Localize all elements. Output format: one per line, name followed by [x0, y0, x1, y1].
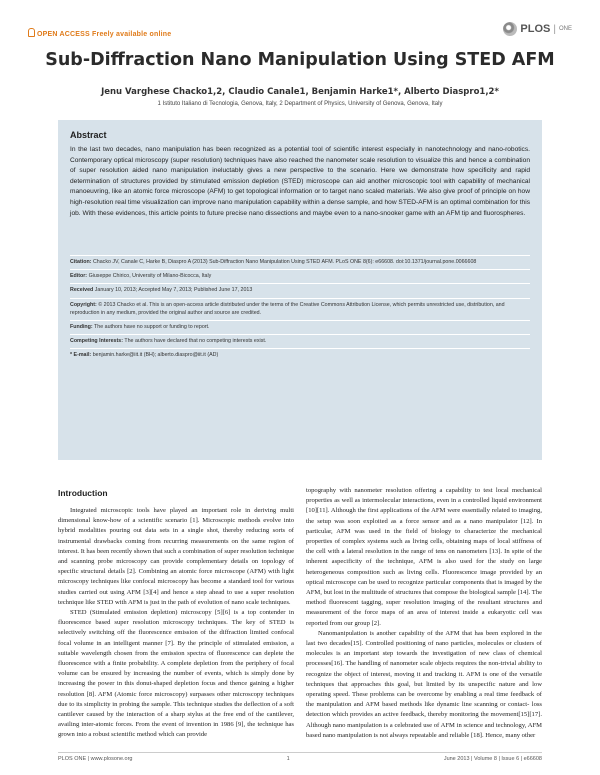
journal-logo-sub: ONE — [558, 26, 572, 32]
citation-line: Citation: Chacko JV, Canale C, Harke B, Diaspro A (2013) Sub-Diffraction Nano Manipulation Using STED AFM. PLoS ONE 8(6): e66608. doi:10.1371/journal.pone.0066608 — [70, 255, 530, 269]
body-paragraph: Integrated microscopic tools have played an important role in deriving multi dimensional know-how of a scientific scenario [1]. Microscopic methods evolve into hybrid modalities pouring out data sets in a single shot, thereby reducing sorts of instrumental drawbacks coming from recurring measurements on the same region of interest. It has been recently shown that such a combination of super resolution technique and scanning probe microscopy can provide complementary details on topology of specific structural details [2]. Combining an atomic force microscope (AFM) with light microscopy techniques like confocal microscopy has become a standard tool for various studies carried out using AFM [3][4] and hence a step ahead to use a super resolution technique like STED with AFM is just in the path of evolution of nano scale techniques. — [58, 507, 294, 606]
funding-line: Funding: The authors have no support or funding to report. — [70, 320, 530, 334]
page-number: 1 — [286, 756, 290, 762]
editor-line: Editor: Giuseppe Chirico, University of Milano-Bicocca, Italy — [70, 269, 530, 283]
copyright-line: Copyright: © 2013 Chacko et al. This is an open-access article distributed under the terms of the Creative Commons Attribution License, which permits unrestricted use, distribution, and reproduction in any medium, provided the original author and source are credited. — [70, 298, 530, 320]
plos-logo-icon — [503, 22, 517, 36]
journal-logo — [503, 22, 572, 36]
journal-logo-text: PLOS — [520, 23, 551, 35]
body-paragraph: topography with nanometer resolution offering a capability to test local mechanical properties as well as intermolecular interactions, even in a controlled liquid environment [10][11]. Although the first applications of the AFM were essentially related to imaging, the setup was soon exploited as a force sensor and as a nano manipulator [12]. In particular, AFM was used in the field of biology to characterize the mechanical properties of complex systems such as living cells, obtaining maps of local stiffness of the cell with a lateral resolution in the range of tens on nanometers [13]. In spite of the inherent aspecificity of the technique, AFM is also used for the study on large heterogeneous composition such as living cells. Fluorescence image provided by an optical microscope can be used to recognize particular components that is imaged by the AFM, but lost in the multitude of structures that compose the biological sample [14]. The method fluorescent tagging, super resolution imaging of the resultant structures and measurement of the force maps of an area of interest inside a eukaryotic cell was reported from our group [2]. — [306, 487, 542, 627]
competing-interests-line: Competing Interests: The authors have declared that no competing interests exist. — [70, 334, 530, 348]
dates-line: Received January 10, 2013; Accepted May 7, 2013; Published June 17, 2013 — [70, 283, 530, 297]
open-access-label: OPEN ACCESS Freely available online — [37, 31, 172, 38]
open-access-banner — [28, 28, 171, 38]
footer-journal: PLOS ONE | www.plosone.org — [58, 756, 133, 762]
body-column-right — [306, 486, 542, 764]
author-list: Jenu Varghese Chacko1,2, Claudio Canale1, Benjamin Harke1*, Alberto Diaspro1,2* — [101, 87, 499, 97]
abstract-text: In the last two decades, nano manipulation has been recognized as a potential tool of scientific interest especially in nanotechnology and nano-robotics. Contemporary optical microscopy (super resolution) techniques have also reached the nanometer scale resolution to visualize this and hence a combination of super resolution aided nano manipulation ineluctably gives a new perspective to the scenario. Here we demonstrate how specificity and rapid determination of structures provided by stimulated emission depletion (STED) microscope can aid another microscopic tool with capability of mechanical manoeuvring, like an atomic force microscope (AFM) to get topological information or to target nano scaled materials. We also give proof of principle on how high-resolution real time visualization can improve nano manipulation capability within a dense sample, and how STED-AFM is an optimal combination for this job. With these evidences, this article points to future precise nano dissections and maybe even to a nano-snooker game with an AFM tip and fluorospheres. — [70, 146, 530, 217]
email-line: * E-mail: benjamin.harke@iit.it (BH); alberto.diaspro@iit.it (AD) — [70, 348, 530, 362]
article-title: Sub-Diffraction Nano Manipulation Using STED AFM — [45, 50, 555, 70]
article-metadata — [70, 255, 530, 363]
open-lock-icon — [28, 28, 35, 37]
body-column-left — [58, 506, 294, 764]
introduction-heading: Introduction — [58, 488, 108, 498]
body-paragraph: Nanomanipulation is another capability of the AFM that has been explored in the last two decades[15]. Controlled positioning of nano particles, molecules or clusters of molecules is an important step towards the investigation of new class of chemical processes[16]. The handling of nanometer scale objects requires the non-trivial ability to recognize the object of interest, moving it and tracking it. AFM is one of the versatile techniques that approaches this goal, but limited by its unspecific nature and low operating speed. These problems can be overcome by enabling a real time feedback of the manipulation and AFM based methods like dynamic line scanning or contact- loss detection which provides an active feedback, thereby monitoring the movement[15][17]. Although nano manipulation is a celebrated use of AFM in science and technology, AFM based nano manipulation is not always repeatable and reliable [18]. Hence, many other — [306, 629, 542, 739]
abstract-heading: Abstract — [70, 130, 107, 140]
footer-issue: June 2013 | Volume 8 | Issue 6 | e66608 — [443, 756, 542, 762]
email-links[interactable]: benjamin.harke@iit.it (BH); alberto.diaspro@iit.it (AD) — [92, 352, 219, 359]
abstract-box — [58, 120, 542, 460]
logo-separator: | — [553, 23, 556, 35]
affiliations: 1 Istituto Italiano di Tecnologia, Genova, Italy, 2 Department of Physics, University of Genova, Genova, Italy — [157, 101, 443, 107]
body-paragraph: STED (Stimulated emission depletion) microscopy [5][6] is a top contender in fluorescence based super resolution microscopy techniques. The key of STED is selectively switching off the fluorescence emission of the diffraction limited confocal focal volume in an intelligent manner [7]. By the principle of stimulated emission, a suitable wavelength chosen from the emission spectra of fluorescence can deplete the fluorescence with a finite probability. A complete depletion from the periphery of focal volume can be ensured by increasing the number of events, which is simply done by increasing the power in this donut-shaped depletion focus and thence gaining a higher resolution [8]. AFM (Atomic force microscopy) surpasses other microscopy techniques due to its simplicity in probing the sample. This technique studies the deflection of a soft cantilever caused by the interaction of a sharp stylus at the free end of the cantilever, availing inter-atomic forces. From the event of invention in 1986 [9], the technique has grown into a robust scientific method which can provide — [58, 609, 294, 739]
page-footer — [58, 752, 542, 762]
